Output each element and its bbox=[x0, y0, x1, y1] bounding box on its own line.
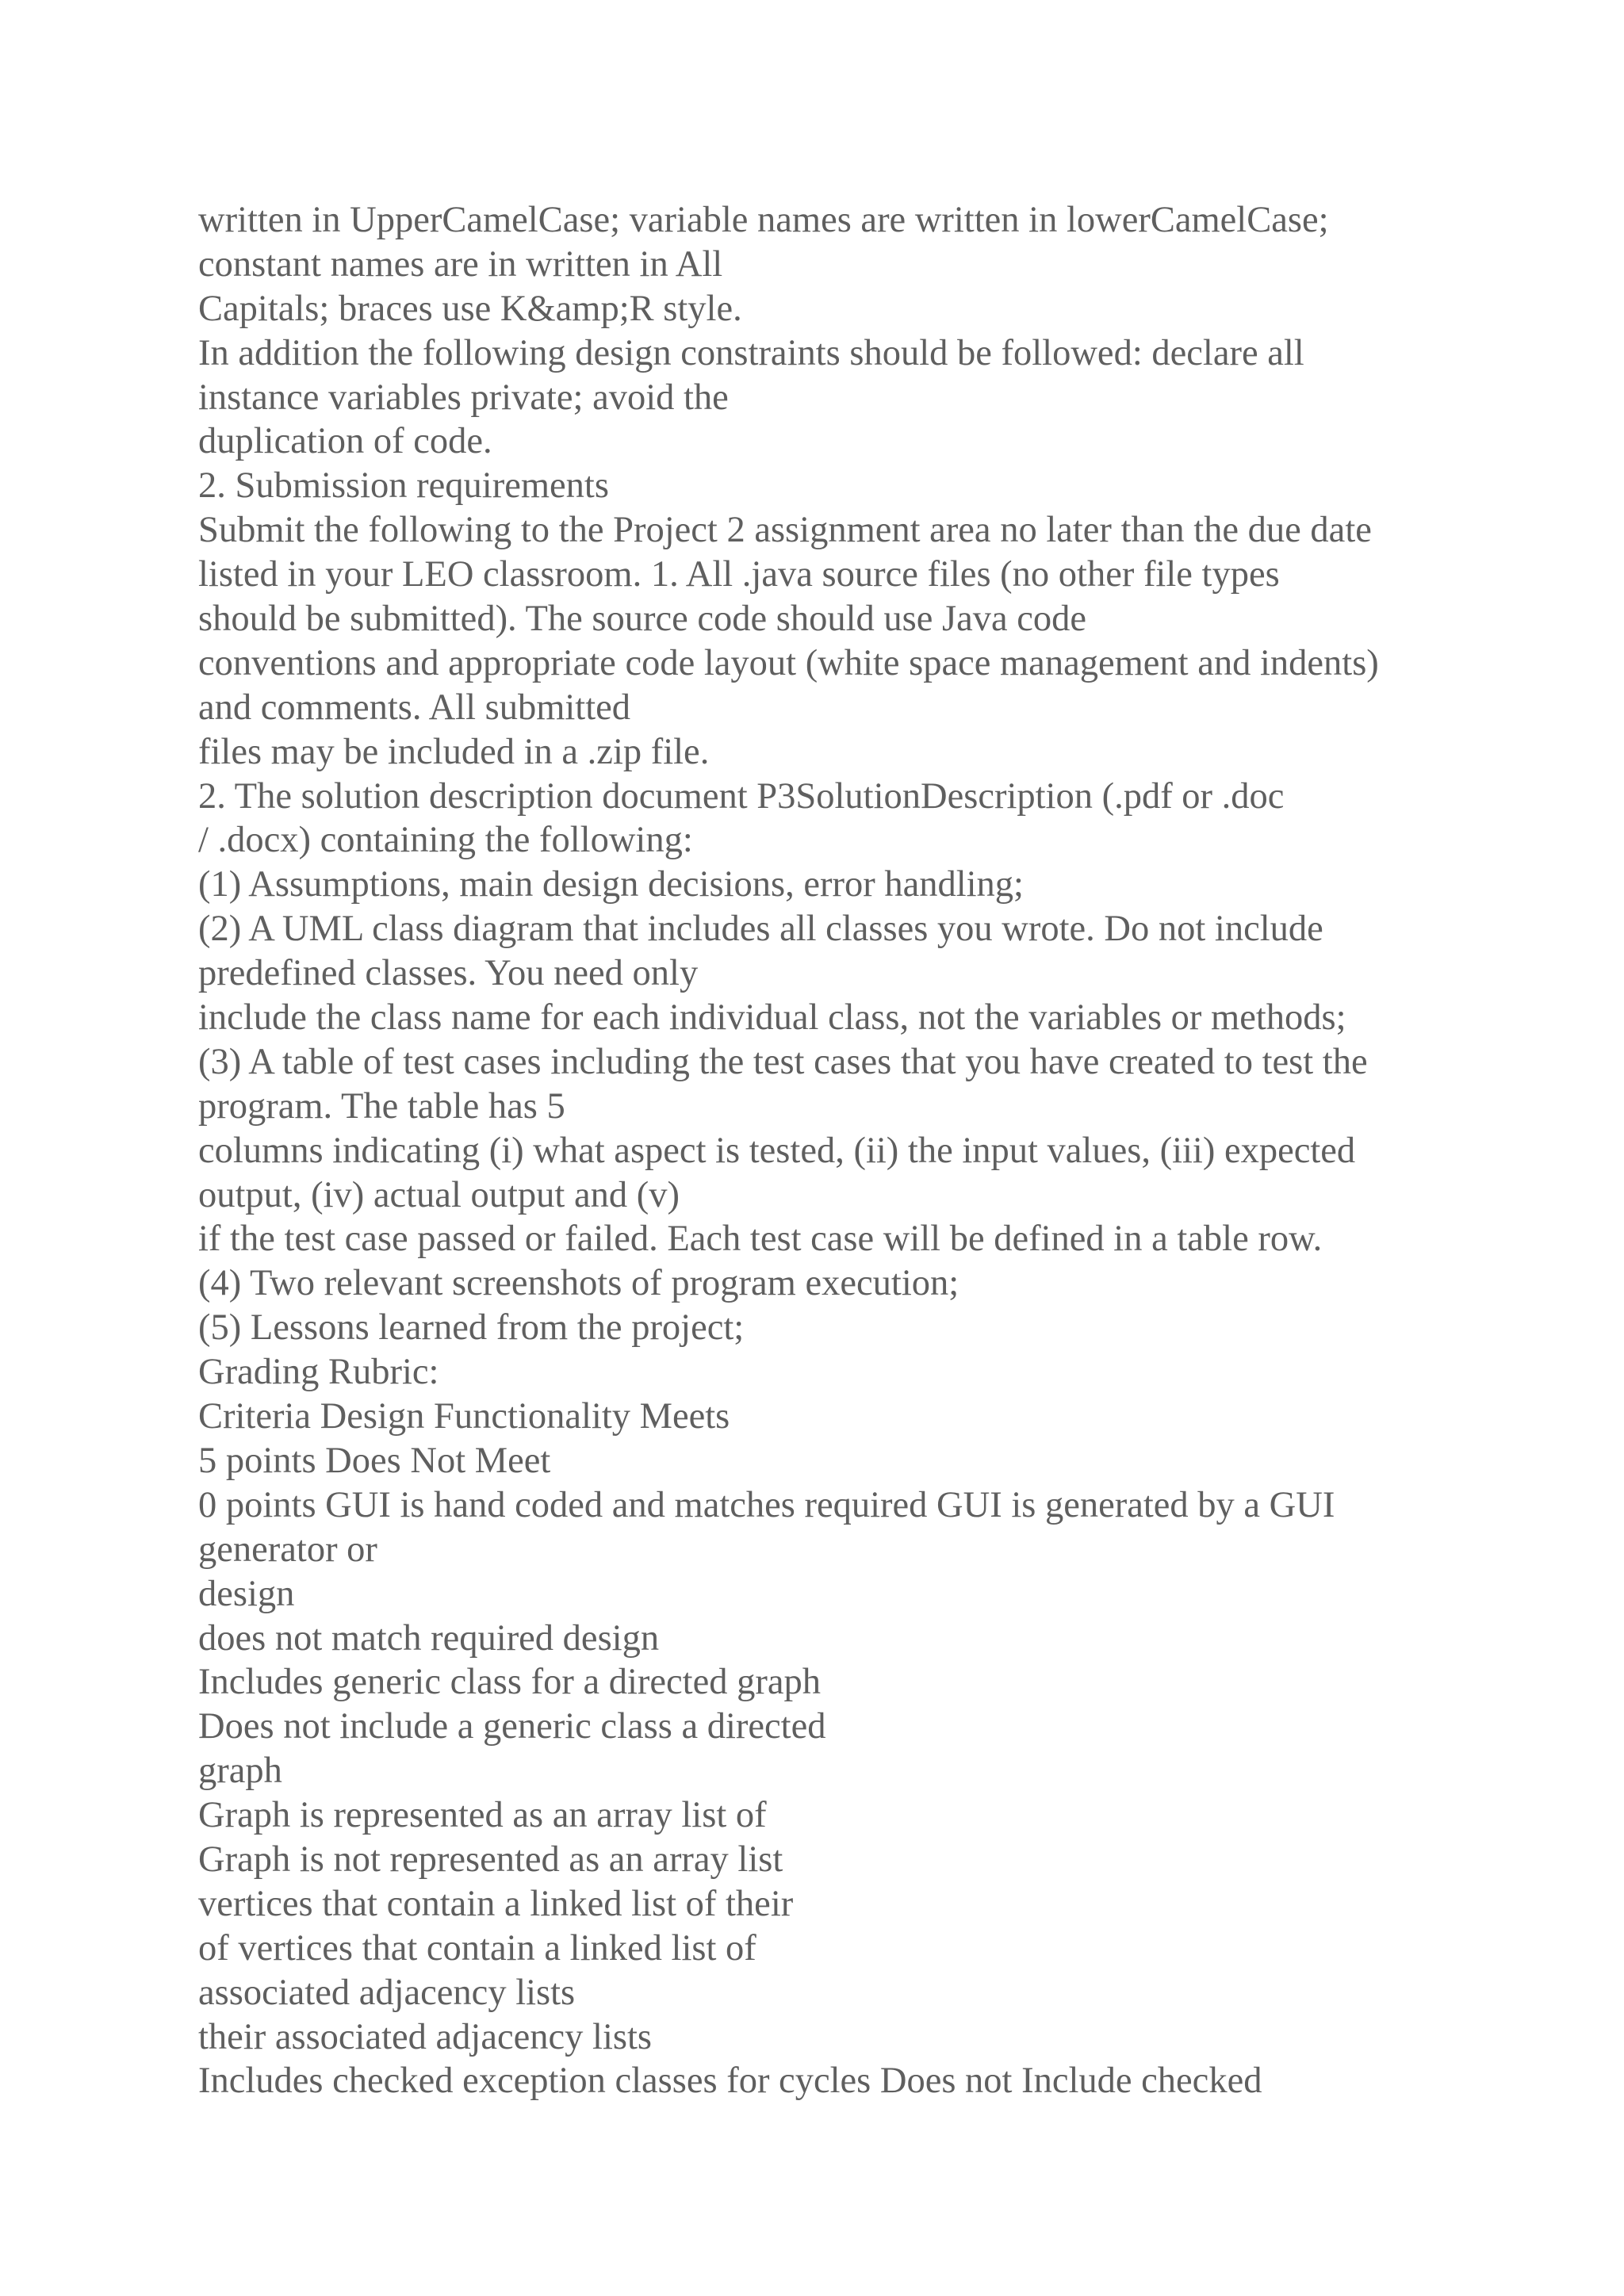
text-line: generator or bbox=[198, 1529, 377, 1570]
text-line: constant names are in written in All bbox=[198, 243, 723, 285]
text-line: 2. The solution description document P3SolutionDescription (.pdf or .doc bbox=[198, 775, 1285, 817]
text-line: (1) Assumptions, main design decisions, error handling; bbox=[198, 864, 1024, 905]
text-line: and comments. All submitted bbox=[198, 687, 631, 728]
text-line: graph bbox=[198, 1751, 282, 1792]
text-line: 0 points GUI is hand coded and matches required GUI is generated by a GUI bbox=[198, 1484, 1335, 1525]
text-line: output, (iv) actual output and (v) bbox=[198, 1174, 680, 1215]
text-line: predefined classes. You need only bbox=[198, 953, 699, 994]
text-line: program. The table has 5 bbox=[198, 1085, 565, 1127]
text-line: In addition the following design constraints should be followed: declare all bbox=[198, 332, 1304, 373]
text-line: Includes checked exception classes for cycles Does not Include checked bbox=[198, 2061, 1262, 2102]
text-line: instance variables private; avoid the bbox=[198, 377, 729, 418]
text-line: (3) A table of test cases including the test cases that you have created to test the bbox=[198, 1041, 1368, 1082]
document-text bbox=[198, 198, 1499, 2103]
text-line: their associated adjacency lists bbox=[198, 2016, 652, 2057]
text-line: Submit the following to the Project 2 assignment area no later than the due date bbox=[198, 510, 1372, 551]
text-line: Includes generic class for a directed graph bbox=[198, 1662, 821, 1703]
text-line: if the test case passed or failed. Each test case will be defined in a table row. bbox=[198, 1219, 1323, 1260]
text-line: Graph is not represented as an array list bbox=[198, 1839, 783, 1880]
text-line: written in UpperCamelCase; variable names are written in lowerCamelCase; bbox=[198, 200, 1329, 240]
text-line: duplication of code. bbox=[198, 421, 492, 462]
text-line: Capitals; braces use K&amp;R style. bbox=[198, 288, 742, 329]
text-line: (4) Two relevant screenshots of program execution; bbox=[198, 1263, 959, 1304]
text-line: listed in your LEO classroom. 1. All .java source files (no other file types bbox=[198, 554, 1280, 595]
text-line: vertices that contain a linked list of their bbox=[198, 1883, 794, 1924]
text-line: of vertices that contain a linked list of bbox=[198, 1927, 756, 1969]
text-line: columns indicating (i) what aspect is tested, (ii) the input values, (iii) expected bbox=[198, 1130, 1356, 1171]
text-line: (5) Lessons learned from the project; bbox=[198, 1307, 745, 1349]
text-line: 5 points Does Not Meet bbox=[198, 1440, 551, 1481]
text-line: conventions and appropriate code layout (white space management and indents) bbox=[198, 642, 1379, 683]
text-line: Graph is represented as an array list of bbox=[198, 1795, 767, 1836]
text-line: does not match required design bbox=[198, 1617, 660, 1659]
text-line: design bbox=[198, 1573, 295, 1614]
text-line: should be submitted). The source code should use Java code bbox=[198, 599, 1087, 640]
text-line: include the class name for each individual class, not the variables or methods; bbox=[198, 997, 1346, 1039]
text-line: Criteria Design Functionality Meets bbox=[198, 1396, 730, 1437]
text-line: Grading Rubric: bbox=[198, 1352, 439, 1393]
text-line: (2) A UML class diagram that includes all classes you wrote. Do not include bbox=[198, 909, 1323, 950]
text-line: associated adjacency lists bbox=[198, 1972, 576, 2013]
text-line: files may be included in a .zip file. bbox=[198, 731, 710, 772]
text-line: Does not include a generic class a directed bbox=[198, 1706, 826, 1747]
text-line: 2. Submission requirements bbox=[198, 465, 609, 507]
text-line: / .docx) containing the following: bbox=[198, 820, 693, 861]
